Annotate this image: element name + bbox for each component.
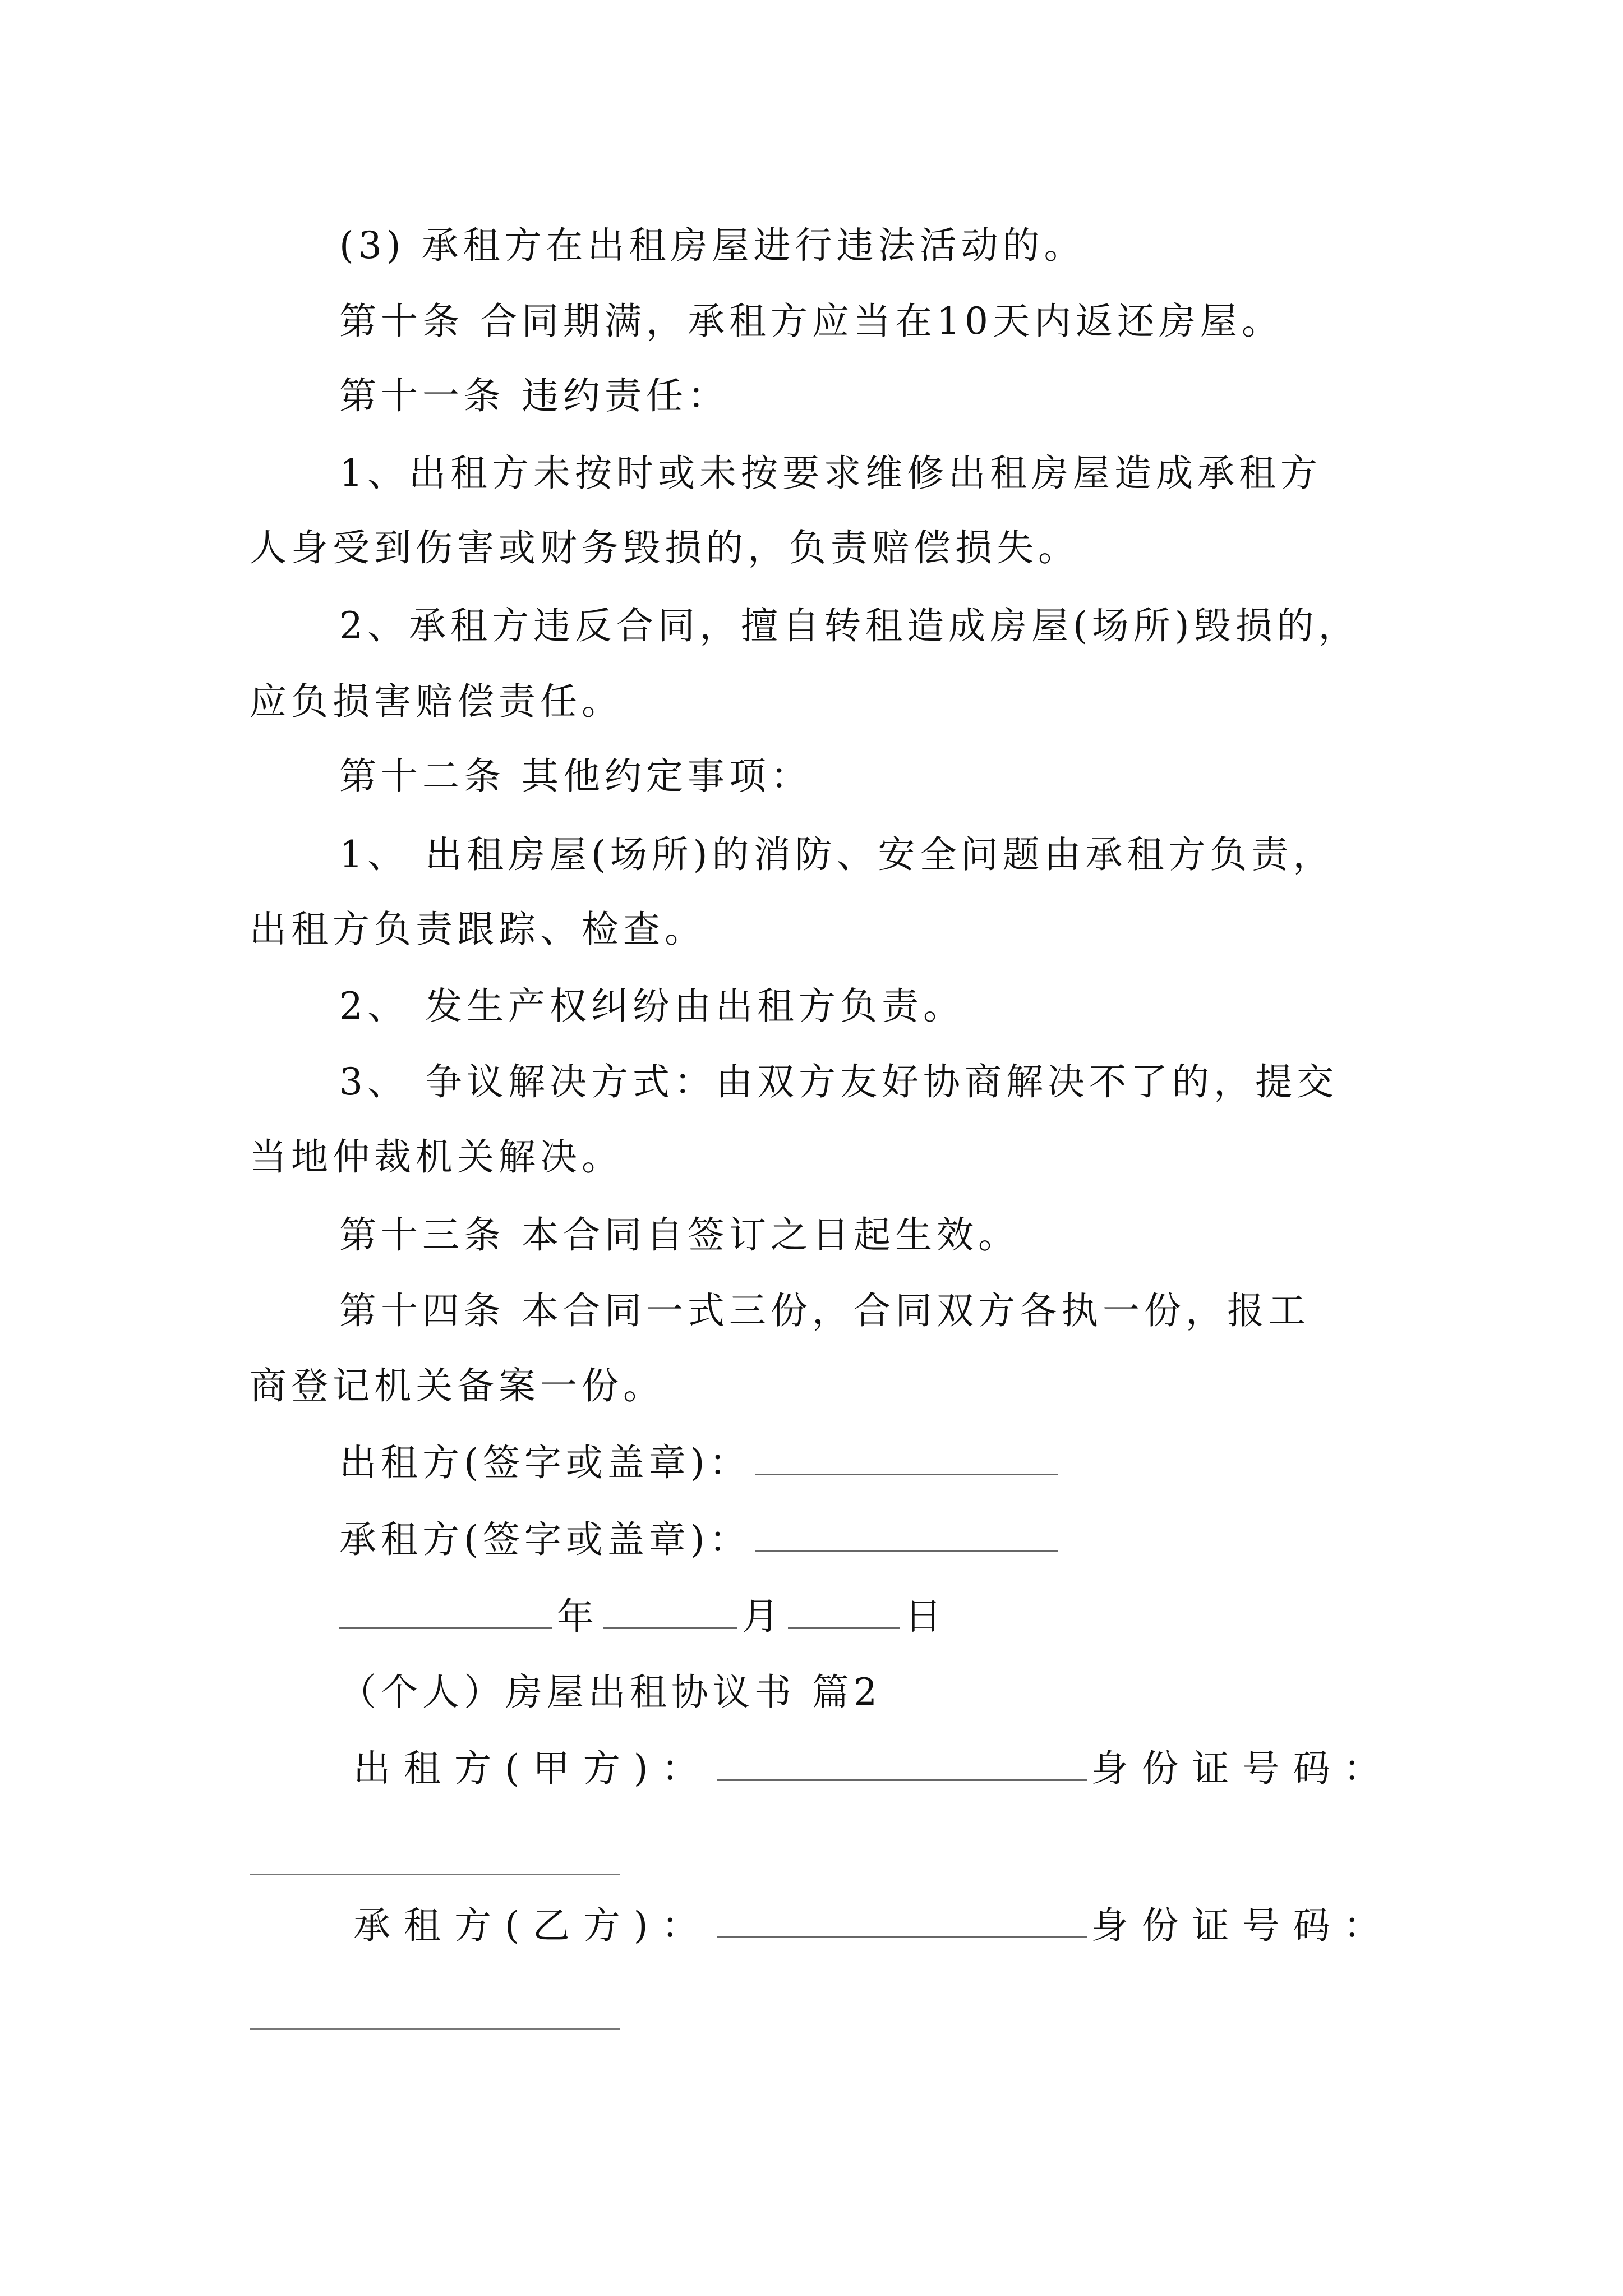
text-line: (3) 承租方在出租房屋进行违法活动的。 (339, 224, 1086, 267)
signature-lessee-label: 承租方(签字或盖章)： (339, 1518, 751, 1561)
date-day-blank[interactable] (788, 1627, 900, 1629)
signature-lessor-blank[interactable] (755, 1474, 1058, 1475)
party-a-name-blank[interactable] (717, 1779, 1087, 1781)
date-year-blank[interactable] (339, 1627, 552, 1629)
date-day-label: 日 (905, 1595, 946, 1638)
party-b-name-blank[interactable] (717, 1936, 1087, 1938)
signature-lessee-blank[interactable] (755, 1550, 1058, 1552)
text-line: 商登记机关备案一份。 (250, 1364, 665, 1407)
party-b-id-label: 身份证号码： (1091, 1904, 1394, 1947)
text-line: 3、 争议解决方式：由双方友好协商解决不了的，提交 (339, 1060, 1338, 1103)
text-line: 应负损害赔偿责任。 (250, 680, 623, 723)
signature-lessee (339, 1515, 1063, 1565)
date-line (339, 1591, 946, 1642)
signature-lessor (339, 1438, 1063, 1488)
party-b-label: 承租方(乙方)： (353, 1904, 712, 1947)
party-b-line (353, 1901, 1394, 1951)
party-a-line (353, 1743, 1394, 1794)
party-b-id-blank[interactable] (250, 2028, 620, 2030)
text-line: 人身受到伤害或财务毁损的，负责赔偿损失。 (250, 526, 1080, 569)
text-line: 2、 发生产权纠纷由出租方负责。 (339, 984, 965, 1028)
text-line: 1、 出租房屋(场所)的消防、安全问题由承租方负责， (339, 833, 1335, 876)
text-line: 2、承租方违反合同，擅自转租造成房屋(场所)毁损的， (339, 604, 1360, 647)
text-line: 1、出租方未按时或未按要求维修出租房屋造成承租方 (339, 452, 1322, 495)
date-month-blank[interactable] (603, 1627, 737, 1629)
text-line: 出租方负责跟踪、检查。 (250, 908, 706, 951)
text-line: 第十一条 违约责任： (339, 374, 729, 417)
text-line: 当地仲裁机关解决。 (250, 1135, 623, 1179)
party-a-label: 出租方(甲方)： (353, 1747, 712, 1790)
date-month-label: 月 (742, 1595, 783, 1638)
party-a-id-label: 身份证号码： (1091, 1747, 1394, 1790)
text-line: 第十二条 其他约定事项： (339, 754, 812, 798)
section-title: （个人）房屋出租协议书 篇2 (339, 1671, 882, 1714)
date-year-label: 年 (557, 1595, 598, 1638)
party-a-id-blank[interactable] (250, 1874, 620, 1875)
text-line: 第十四条 本合同一式三份，合同双方各执一份，报工 (339, 1289, 1310, 1332)
text-line: 第十条 合同期满，承租方应当在10天内返还房屋。 (339, 300, 1283, 343)
text-line: 第十三条 本合同自签订之日起生效。 (339, 1213, 1020, 1257)
signature-lessor-label: 出租方(签字或盖章)： (339, 1441, 751, 1484)
